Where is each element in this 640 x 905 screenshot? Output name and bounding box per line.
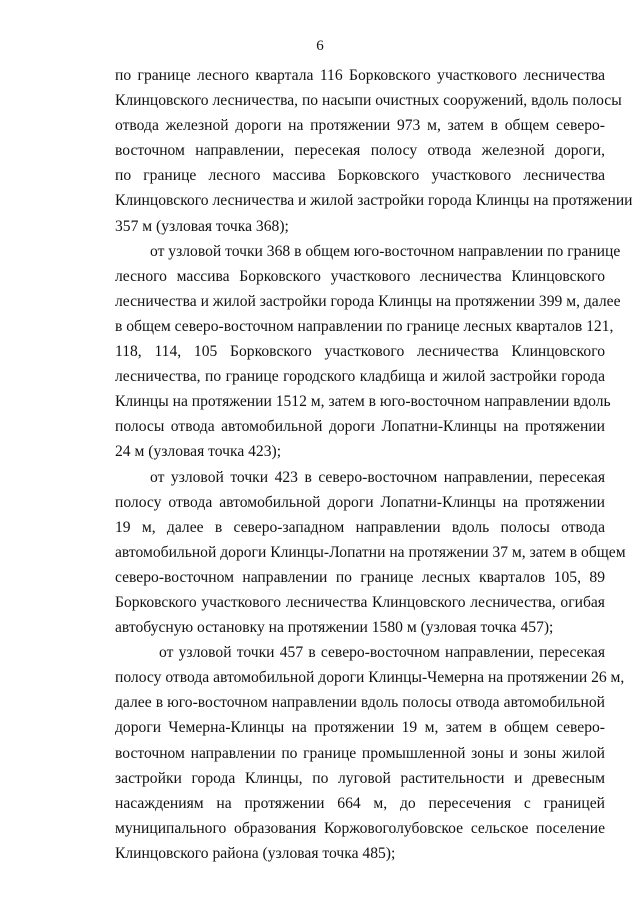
- text-line: автомобильной дороги Клинцы-Лопатни на протяжении 37 м, затем в общем: [115, 543, 626, 561]
- text-line: автобусную остановку на протяжении 1580 м (узловая точка 457);: [115, 619, 554, 637]
- text-line: полосу отвода автомобильной дороги Клинцы-Чемерна на протяжении 26 м,: [115, 669, 625, 687]
- text-line: 118, 114, 105 Борковского участкового лесничества Клинцовского: [115, 343, 605, 361]
- text-line: Клинцовского района (узловая точка 485);: [115, 844, 396, 862]
- text-line: лесничества и жилой застройки города Клинцы на протяжении 399 м, далее: [115, 292, 621, 310]
- text-line: по границе лесного квартала 116 Борковского участкового лесничества: [115, 67, 605, 84]
- text-line: по границе лесного массива Борковского участкового лесничества: [115, 167, 605, 185]
- document-body: [115, 63, 633, 866]
- text-line: лесничества, по границе городского кладбища и жилой застройки города: [115, 368, 605, 386]
- text-line: насаждениям на протяжении 664 м, до пересечения с границей: [115, 794, 605, 812]
- text-line: Клинцовского лесничества и жилой застройки города Клинцы на протяжении: [115, 192, 633, 210]
- text-line: полосу отвода автомобильной дороги Лопатни-Клинцы на протяжении: [115, 493, 605, 511]
- text-line: Клинцы на протяжении 1512 м, затем в юго-восточном направлении вдоль: [115, 393, 611, 411]
- text-line: восточном направлении, пересекая полосу отвода железной дороги,: [115, 142, 605, 160]
- text-line: 19 м, далее в северо-западном направлении вдоль полосы отвода: [115, 518, 605, 536]
- text-line: полосы отвода автомобильной дороги Лопатни-Клинцы на протяжении: [115, 418, 605, 436]
- text-line: 357 м (узловая точка 368);: [115, 217, 289, 235]
- text-line: лесного массива Борковского участкового лесничества Клинцовского: [115, 267, 605, 285]
- text-line: восточном направлении по границе промышленной зоны и зоны жилой: [115, 744, 605, 762]
- text-line: муниципального образования Коржовоголубовское сельское поселение: [115, 819, 605, 837]
- text-line: отвода железной дороги на протяжении 973 м, затем в общем северо-: [115, 117, 605, 135]
- text-line: 24 м (узловая точка 423);: [115, 443, 282, 461]
- text-line: далее в юго-восточном направлении вдоль полосы отвода автомобильной: [115, 694, 605, 712]
- text-line: северо-восточном направлении по границе лесных кварталов 105, 89: [115, 568, 605, 586]
- text-line: от узловой точки 368 в общем юго-восточном направлении по границе: [150, 242, 621, 260]
- text-line: в общем северо-восточном направлении по границе лесных кварталов 121,: [115, 317, 614, 335]
- text-line: Борковского участкового лесничества Клинцовского лесничества, огибая: [115, 593, 605, 611]
- text-line: Клинцовского лесничества, по насыпи очистных сооружений, вдоль полосы: [115, 92, 622, 110]
- text-line: от узловой точки 423 в северо-восточном направлении, пересекая: [150, 468, 605, 486]
- text-line: от узловой точки 457 в северо-восточном направлении, пересекая: [159, 644, 605, 662]
- text-line: застройки города Клинцы, по луговой растительности и древесным: [115, 769, 605, 787]
- page-number: 6: [316, 38, 324, 54]
- text-line: дороги Чемерна-Клинцы на протяжении 19 м, затем в общем северо-: [115, 719, 605, 737]
